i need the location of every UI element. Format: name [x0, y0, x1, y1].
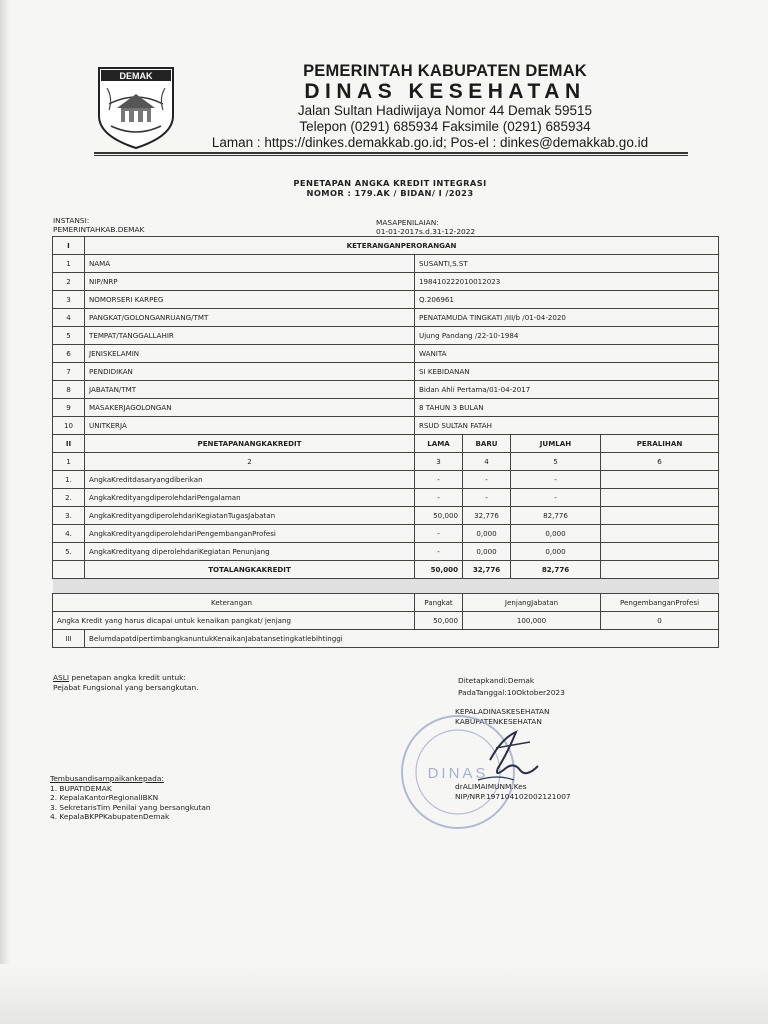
personal-info-row	[53, 345, 719, 363]
separator-row	[53, 579, 719, 594]
credit-lama: 50,000	[415, 507, 463, 525]
letterhead-rule-thick	[94, 152, 688, 154]
credit-label: AngkaKredityang diperolehdariKegiatan Penunjang	[85, 543, 415, 561]
credit-lama: -	[415, 525, 463, 543]
field-value: Ujung Pandang /22-10-1984	[415, 327, 719, 345]
instansi-label: INSTANSI:	[53, 216, 90, 225]
field-value: Q.206961	[415, 291, 719, 309]
credit-label: AngkaKredityangdiperolehdariKegiatanTugasJabatan	[85, 507, 415, 525]
row-number: 3	[53, 291, 85, 309]
field-value: WANITA	[415, 345, 719, 363]
section3-number: III	[53, 630, 85, 648]
row-number: 4	[53, 309, 85, 327]
credit-row	[53, 525, 719, 543]
col-peralihan: PERALIHAN	[601, 435, 719, 453]
column-number-row	[53, 453, 719, 471]
personal-info-row	[53, 381, 719, 399]
col-baru: BARU	[463, 435, 511, 453]
letterhead	[180, 62, 680, 151]
field-label: JENISKELAMIN	[85, 345, 415, 363]
credit-row	[53, 471, 719, 489]
field-label: TEMPAT/TANGGALLAHIR	[85, 327, 415, 345]
keterangan-header-row	[53, 594, 719, 612]
masa-penilaian-value: 01-01-2017s.d.31-12-2022	[376, 227, 476, 236]
row-number: 1.	[53, 471, 85, 489]
col-number: 2	[85, 453, 415, 471]
personal-info-row	[53, 327, 719, 345]
col-number: 5	[511, 453, 601, 471]
keterangan-pengembangan: 0	[601, 612, 719, 630]
field-value: 198410222010012023	[415, 273, 719, 291]
credit-label: AngkaKredityangdiperolehdariPengembanganProfesi	[85, 525, 415, 543]
credit-baru: 0,000	[463, 525, 511, 543]
keterangan-row	[53, 612, 719, 630]
letterhead-website: Laman : https://dinkes.demakkab.go.id; Pos-el : dinkes@demakkab.go.id	[211, 135, 649, 150]
letterhead-address: Jalan Sultan Hadiwijaya Nomor 44 Demak 59515	[297, 103, 593, 118]
col-number: 6	[601, 453, 719, 471]
field-label: PANGKAT/GOLONGANRUANG/TMT	[85, 309, 415, 327]
field-value: 8 TAHUN 3 BULAN	[415, 399, 719, 417]
logo-text: DEMAK	[119, 71, 153, 81]
tembusan-item: 3. SekretarisTim Penilai yang bersangkutan	[50, 802, 211, 812]
tembusan-title: Tembusandisampaikankepada:	[50, 774, 164, 783]
credit-baru: -	[463, 471, 511, 489]
section1-number: I	[53, 237, 85, 255]
section1-header-row	[53, 237, 719, 255]
credit-row	[53, 543, 719, 561]
total-row	[53, 561, 719, 579]
document-title-main: PENETAPAN ANGKA KREDIT INTEGRASI	[293, 178, 487, 188]
instansi-value: PEMERINTAHKAB.DEMAK	[53, 225, 145, 234]
col-keterangan: Keterangan	[53, 594, 415, 612]
personal-info-row	[53, 399, 719, 417]
ditetapkan-block	[458, 675, 565, 699]
credit-peralihan	[601, 525, 719, 543]
personal-info-row	[53, 255, 719, 273]
signatory-block	[455, 782, 571, 801]
total-jumlah: 82,776	[511, 561, 601, 579]
field-value: Bidan Ahli Pertama/01-04-2017	[415, 381, 719, 399]
credit-lama: -	[415, 543, 463, 561]
col-number: 1	[53, 453, 85, 471]
letterhead-rule-thin	[94, 155, 688, 156]
asli-word: ASLI	[53, 673, 70, 682]
keterangan-pangkat: 50,000	[415, 612, 463, 630]
section2-number: II	[53, 435, 85, 453]
asli-block	[53, 673, 199, 692]
credit-table	[52, 236, 719, 648]
col-pangkat: Pangkat	[415, 594, 463, 612]
section2-title: PENETAPANANGKAKREDIT	[85, 435, 415, 453]
demak-emblem-icon	[95, 64, 177, 150]
keterangan-label: Angka Kredit yang harus dicapai untuk kenaikan pangkat/ jenjang	[53, 612, 415, 630]
scan-edge-shadow	[0, 0, 10, 1024]
col-jenjang-jabatan: JenjangJabatan	[463, 594, 601, 612]
credit-jumlah: -	[511, 489, 601, 507]
row-number: 6	[53, 345, 85, 363]
col-jumlah: JUMLAH	[511, 435, 601, 453]
col-lama: LAMA	[415, 435, 463, 453]
document-title	[200, 178, 580, 198]
credit-peralihan	[601, 543, 719, 561]
row-number: 3.	[53, 507, 85, 525]
letterhead-phone: Telepon (0291) 685934 Faksimile (0291) 685934	[299, 119, 591, 134]
field-value: SI KEBIDANAN	[415, 363, 719, 381]
section2-header-row	[53, 435, 719, 453]
section3-row	[53, 630, 719, 648]
tembusan-item: 4. KepalaBKPPKabupatenDemak	[50, 812, 170, 821]
kepala-line2: KABUPATENKESEHATAN	[455, 716, 542, 726]
pada-tanggal: PadaTanggal:10Oktober2023	[458, 688, 565, 697]
field-label: UNITKERJA	[85, 417, 415, 435]
field-label: MASAKERJAGOLONGAN	[85, 399, 415, 417]
credit-row	[53, 507, 719, 525]
credit-peralihan	[601, 471, 719, 489]
credit-jumlah: 82,776	[511, 507, 601, 525]
field-value: PENATAMUDA TINGKATI /III/b /01-04-2020	[415, 309, 719, 327]
keterangan-jenjang: 100,000	[463, 612, 601, 630]
document-number: NOMOR : 179.AK / BIDAN/ I /2023	[306, 188, 474, 198]
instansi-block	[53, 216, 144, 234]
row-number: 9	[53, 399, 85, 417]
row-number: 4.	[53, 525, 85, 543]
row-number: 5.	[53, 543, 85, 561]
kepala-line1: KEPALADINASKESEHATAN	[455, 707, 550, 716]
credit-peralihan	[601, 489, 719, 507]
personal-info-row	[53, 417, 719, 435]
asli-recipient: Pejabat Fungsional yang bersangkutan.	[53, 682, 199, 692]
tembusan-item: 2. KepalaKantorRegionalIBKN	[50, 793, 159, 802]
total-peralihan	[601, 561, 719, 579]
total-label: TOTALANGKAKREDIT	[85, 561, 415, 579]
credit-jumlah: -	[511, 471, 601, 489]
tembusan-item: 1. BUPATIDEMAK	[50, 783, 112, 793]
total-spacer	[53, 561, 85, 579]
personal-info-row	[53, 291, 719, 309]
col-number: 4	[463, 453, 511, 471]
ditetapkan-di: Ditetapkandi:Demak	[458, 676, 535, 685]
credit-lama: -	[415, 489, 463, 507]
credit-baru: 32,776	[463, 507, 511, 525]
row-number: 5	[53, 327, 85, 345]
field-label: JABATAN/TMT	[85, 381, 415, 399]
field-label: NIP/NRP	[85, 273, 415, 291]
total-baru: 32,776	[463, 561, 511, 579]
masa-penilaian-label: MASAPENILAIAN:	[376, 218, 439, 227]
personal-info-row	[53, 273, 719, 291]
row-number: 2.	[53, 489, 85, 507]
scan-bottom-shadow	[0, 964, 768, 1024]
credit-lama: -	[415, 471, 463, 489]
credit-label: AngkaKredityangdiperolehdariPengalaman	[85, 489, 415, 507]
personal-info-row	[53, 309, 719, 327]
row-number: 1	[53, 255, 85, 273]
credit-baru: 0,000	[463, 543, 511, 561]
credit-baru: -	[463, 489, 511, 507]
field-value: SUSANTI,S.ST	[415, 255, 719, 273]
signatory-name: drALIMAIMUNM.Kes	[455, 782, 527, 791]
separator-cell	[53, 579, 719, 594]
letterhead-agency: DINAS KESEHATAN	[304, 80, 586, 103]
credit-jumlah: 0,000	[511, 543, 601, 561]
credit-peralihan	[601, 507, 719, 525]
stamp-text: DINAS	[427, 765, 489, 782]
col-pengembangan-profesi: PengembanganProfesi	[601, 594, 719, 612]
section1-title: KETERANGANPERORANGAN	[85, 237, 719, 255]
row-number: 8	[53, 381, 85, 399]
field-label: PENDIDIKAN	[85, 363, 415, 381]
credit-jumlah: 0,000	[511, 525, 601, 543]
letterhead-government: PEMERINTAH KABUPATEN DEMAK	[303, 62, 587, 80]
section3-text: BelumdapatdipertimbangkanuntukKenaikanJabatansetingkatlebihtinggi	[85, 630, 719, 648]
official-stamp-icon	[398, 708, 548, 834]
masa-penilaian-block	[376, 218, 475, 236]
credit-row	[53, 489, 719, 507]
credit-label: AngkaKreditdasaryangdiberikan	[85, 471, 415, 489]
field-label: NAMA	[85, 255, 415, 273]
col-number: 3	[415, 453, 463, 471]
total-lama: 50,000	[415, 561, 463, 579]
field-label: NOMORSERI KARPEG	[85, 291, 415, 309]
row-number: 2	[53, 273, 85, 291]
asli-text: penetapan angka kredit untuk:	[69, 673, 186, 682]
signatory-nip: NIP/NRP.197104102002121007	[455, 791, 571, 801]
row-number: 10	[53, 417, 85, 435]
personal-info-row	[53, 363, 719, 381]
row-number: 7	[53, 363, 85, 381]
field-value: RSUD SULTAN FATAH	[415, 417, 719, 435]
tembusan-block	[50, 774, 211, 822]
